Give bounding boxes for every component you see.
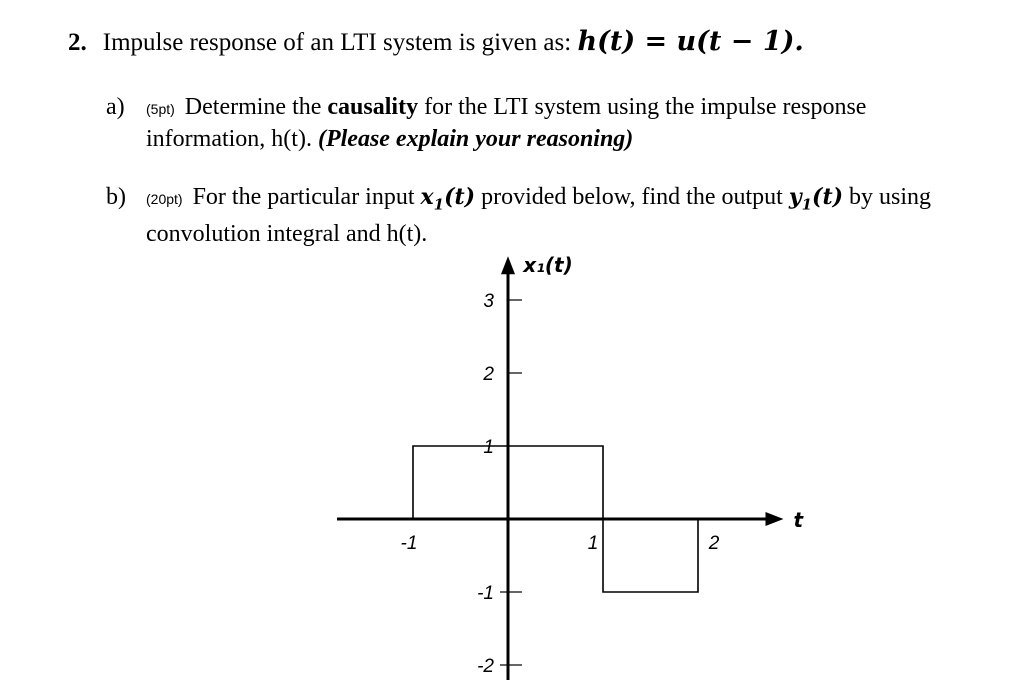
- x-tick-label: -1: [400, 533, 418, 554]
- plot-title: x₁(t): [523, 253, 573, 277]
- part-a-letter: a): [106, 94, 125, 120]
- part-a-text-2: for the LTI system using the impulse response: [424, 94, 867, 120]
- part-a-text-1: Determine the: [184, 94, 322, 120]
- question-number: 2.: [68, 29, 87, 56]
- impulse-response-equation: h(t) = u(t − 1).: [577, 26, 804, 57]
- output-signal-symbol: $y_1(t)$: [788, 184, 844, 214]
- y-tick-label: 1: [483, 437, 494, 458]
- part-b-line2-text: convolution integral and h(t).: [146, 221, 428, 248]
- part-a-line2-emph: (Please explain your reasoning): [317, 126, 634, 152]
- part-a-line2-text: information, h(t).: [146, 126, 312, 152]
- input-signal-symbol: $x_1(t)$: [420, 184, 476, 214]
- y-axis-arrow: [501, 256, 515, 274]
- x-tick-label: 1: [587, 533, 599, 554]
- part-b-text-3: by using: [849, 184, 932, 210]
- y-tick-label: 2: [483, 364, 494, 385]
- x-axis-arrow: [766, 512, 784, 526]
- x-axis-label: t: [793, 508, 804, 532]
- x-tick-label: 2: [708, 533, 720, 554]
- part-b-text-2: provided below, find the output: [481, 184, 783, 210]
- y-tick-label: 3: [483, 291, 494, 312]
- y-tick-label: -2: [477, 656, 494, 677]
- part-b-points: (20pt): [146, 191, 183, 207]
- question-text: Impulse response of an LTI system is given as:: [102, 29, 572, 56]
- part-b-letter: b): [106, 184, 126, 210]
- part-a-bold-word: causality: [327, 94, 419, 120]
- part-b-text-1: For the particular input: [192, 184, 415, 210]
- y-tick-label: -1: [477, 583, 494, 604]
- part-a-points: (5pt): [146, 101, 175, 117]
